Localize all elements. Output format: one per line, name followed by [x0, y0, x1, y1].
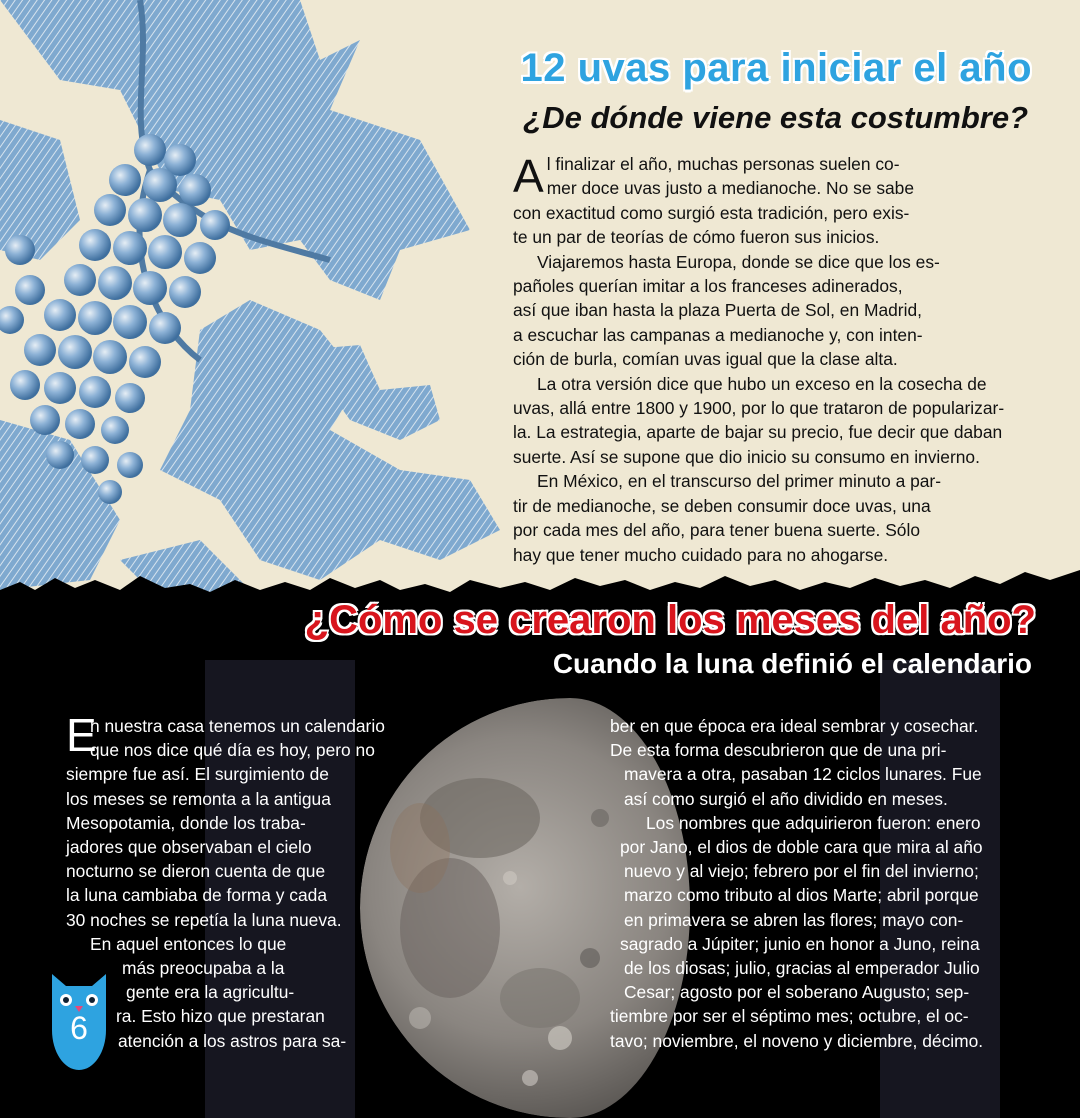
text-line: n nuestra casa tenemos un calendario [90, 716, 385, 736]
text-line: l finalizar el año, muchas personas suelen co- [546, 154, 900, 174]
section2-left-column [66, 709, 401, 1053]
text-line: así como surgió el año dividido en meses. [624, 788, 948, 809]
page-number: 6 [70, 1010, 88, 1046]
section2-subtitle: Cuando la luna definió el calendario [552, 648, 1032, 679]
text-line: ción de burla, comían uvas igual que la clase alta. [513, 349, 898, 370]
text-line: uvas, allá entre 1800 y 1900, por lo que trataron de popularizar- [513, 398, 1005, 419]
text-line: 30 noches se repetía la luna nueva. [66, 909, 342, 930]
text-line: más preocupaba a la [122, 958, 285, 979]
text-line: tavo; noviembre, el noveno y diciembre, décimo. [610, 1030, 984, 1051]
text-line: te un par de teorías de cómo fueron sus inicios. [513, 227, 880, 248]
text-line: pañoles querían imitar a los franceses adinerados, [513, 276, 903, 297]
section2-title: ¿Cómo se crearon los meses del año? [304, 598, 1036, 642]
section1-subtitle: ¿De dónde viene esta costumbre? [523, 100, 1028, 135]
text-line: De esta forma descubrieron que de una pri- [610, 740, 947, 761]
text-line: Mesopotamia, donde los traba- [66, 812, 306, 833]
text-line: por Jano, el dios de doble cara que mira al año [620, 837, 983, 857]
section1-article-text [513, 152, 1025, 567]
text-line: nuevo y al viejo; febrero por el fin del invierno; [624, 861, 979, 882]
text-line: sagrado a Júpiter; junio en honor a Juno, reina [620, 933, 980, 954]
text-line: gente era la agricultu- [126, 982, 295, 1003]
text-line: atención a los astros para sa- [118, 1030, 347, 1051]
section2-drop-cap: E [66, 709, 97, 761]
text-line: hay que tener mucho cuidado para no ahogarse. [513, 544, 889, 565]
text-line: ber en que época era ideal sembrar y cosechar. [610, 716, 979, 736]
text-line: Cesar; agosto por el soberano Augusto; sep- [624, 982, 970, 1003]
text-line: ra. Esto hizo que prestaran [116, 1006, 325, 1027]
text-line: con exactitud como surgió esta tradición, pero exis- [513, 202, 910, 223]
text-line: de los diosas; julio, gracias al emperador Julio [624, 958, 980, 978]
text-line: los meses se remonta a la antigua [66, 788, 331, 809]
grapes-illustration [0, 0, 510, 600]
text-line: en primavera se abren las flores; mayo con- [624, 909, 964, 930]
text-line: tiembre por ser el séptimo mes; octubre, el oc- [610, 1006, 969, 1027]
section1-title: 12 uvas para iniciar el año [520, 46, 1032, 90]
text-line: marzo como tributo al dios Marte; abril porque [624, 885, 979, 906]
section1-drop-cap: A [513, 150, 544, 202]
text-line: la luna cambiaba de forma y cada [66, 885, 328, 906]
text-line: En México, en el transcurso del primer minuto a par- [537, 471, 942, 492]
text-line: mavera a otra, pasaban 12 ciclos lunares. Fue [624, 764, 982, 785]
text-line: nocturno se dieron cuenta de que [66, 861, 326, 882]
text-line: En aquel entonces lo que [90, 933, 287, 954]
text-line: La otra versión dice que hubo un exceso en la cosecha de [537, 373, 987, 394]
text-line: por cada mes del año, para tener buena suerte. Sólo [513, 520, 921, 541]
text-line: suerte. Así se supone que dio inicio su consumo en invierno. [513, 446, 980, 467]
text-line: Los nombres que adquirieron fueron: enero [646, 812, 981, 833]
text-line: así que iban hasta la plaza Puerta de Sol, en Madrid, [513, 300, 922, 321]
text-line: Viajaremos hasta Europa, donde se dice que los es- [537, 251, 940, 272]
text-line: a escuchar las campanas a medianoche y, con inten- [513, 324, 923, 345]
text-line: tir de medianoche, se deben consumir doce uvas, una [513, 495, 931, 516]
text-line: jadores que observaban el cielo [66, 837, 312, 858]
text-line: mer doce uvas justo a medianoche. No se sabe [546, 178, 915, 199]
text-line: la. La estrategia, aparte de bajar su precio, fue decir que daban [513, 422, 1003, 443]
text-line: que nos dice qué día es hoy, pero no [90, 740, 375, 761]
text-line: siempre fue así. El surgimiento de [66, 764, 329, 785]
